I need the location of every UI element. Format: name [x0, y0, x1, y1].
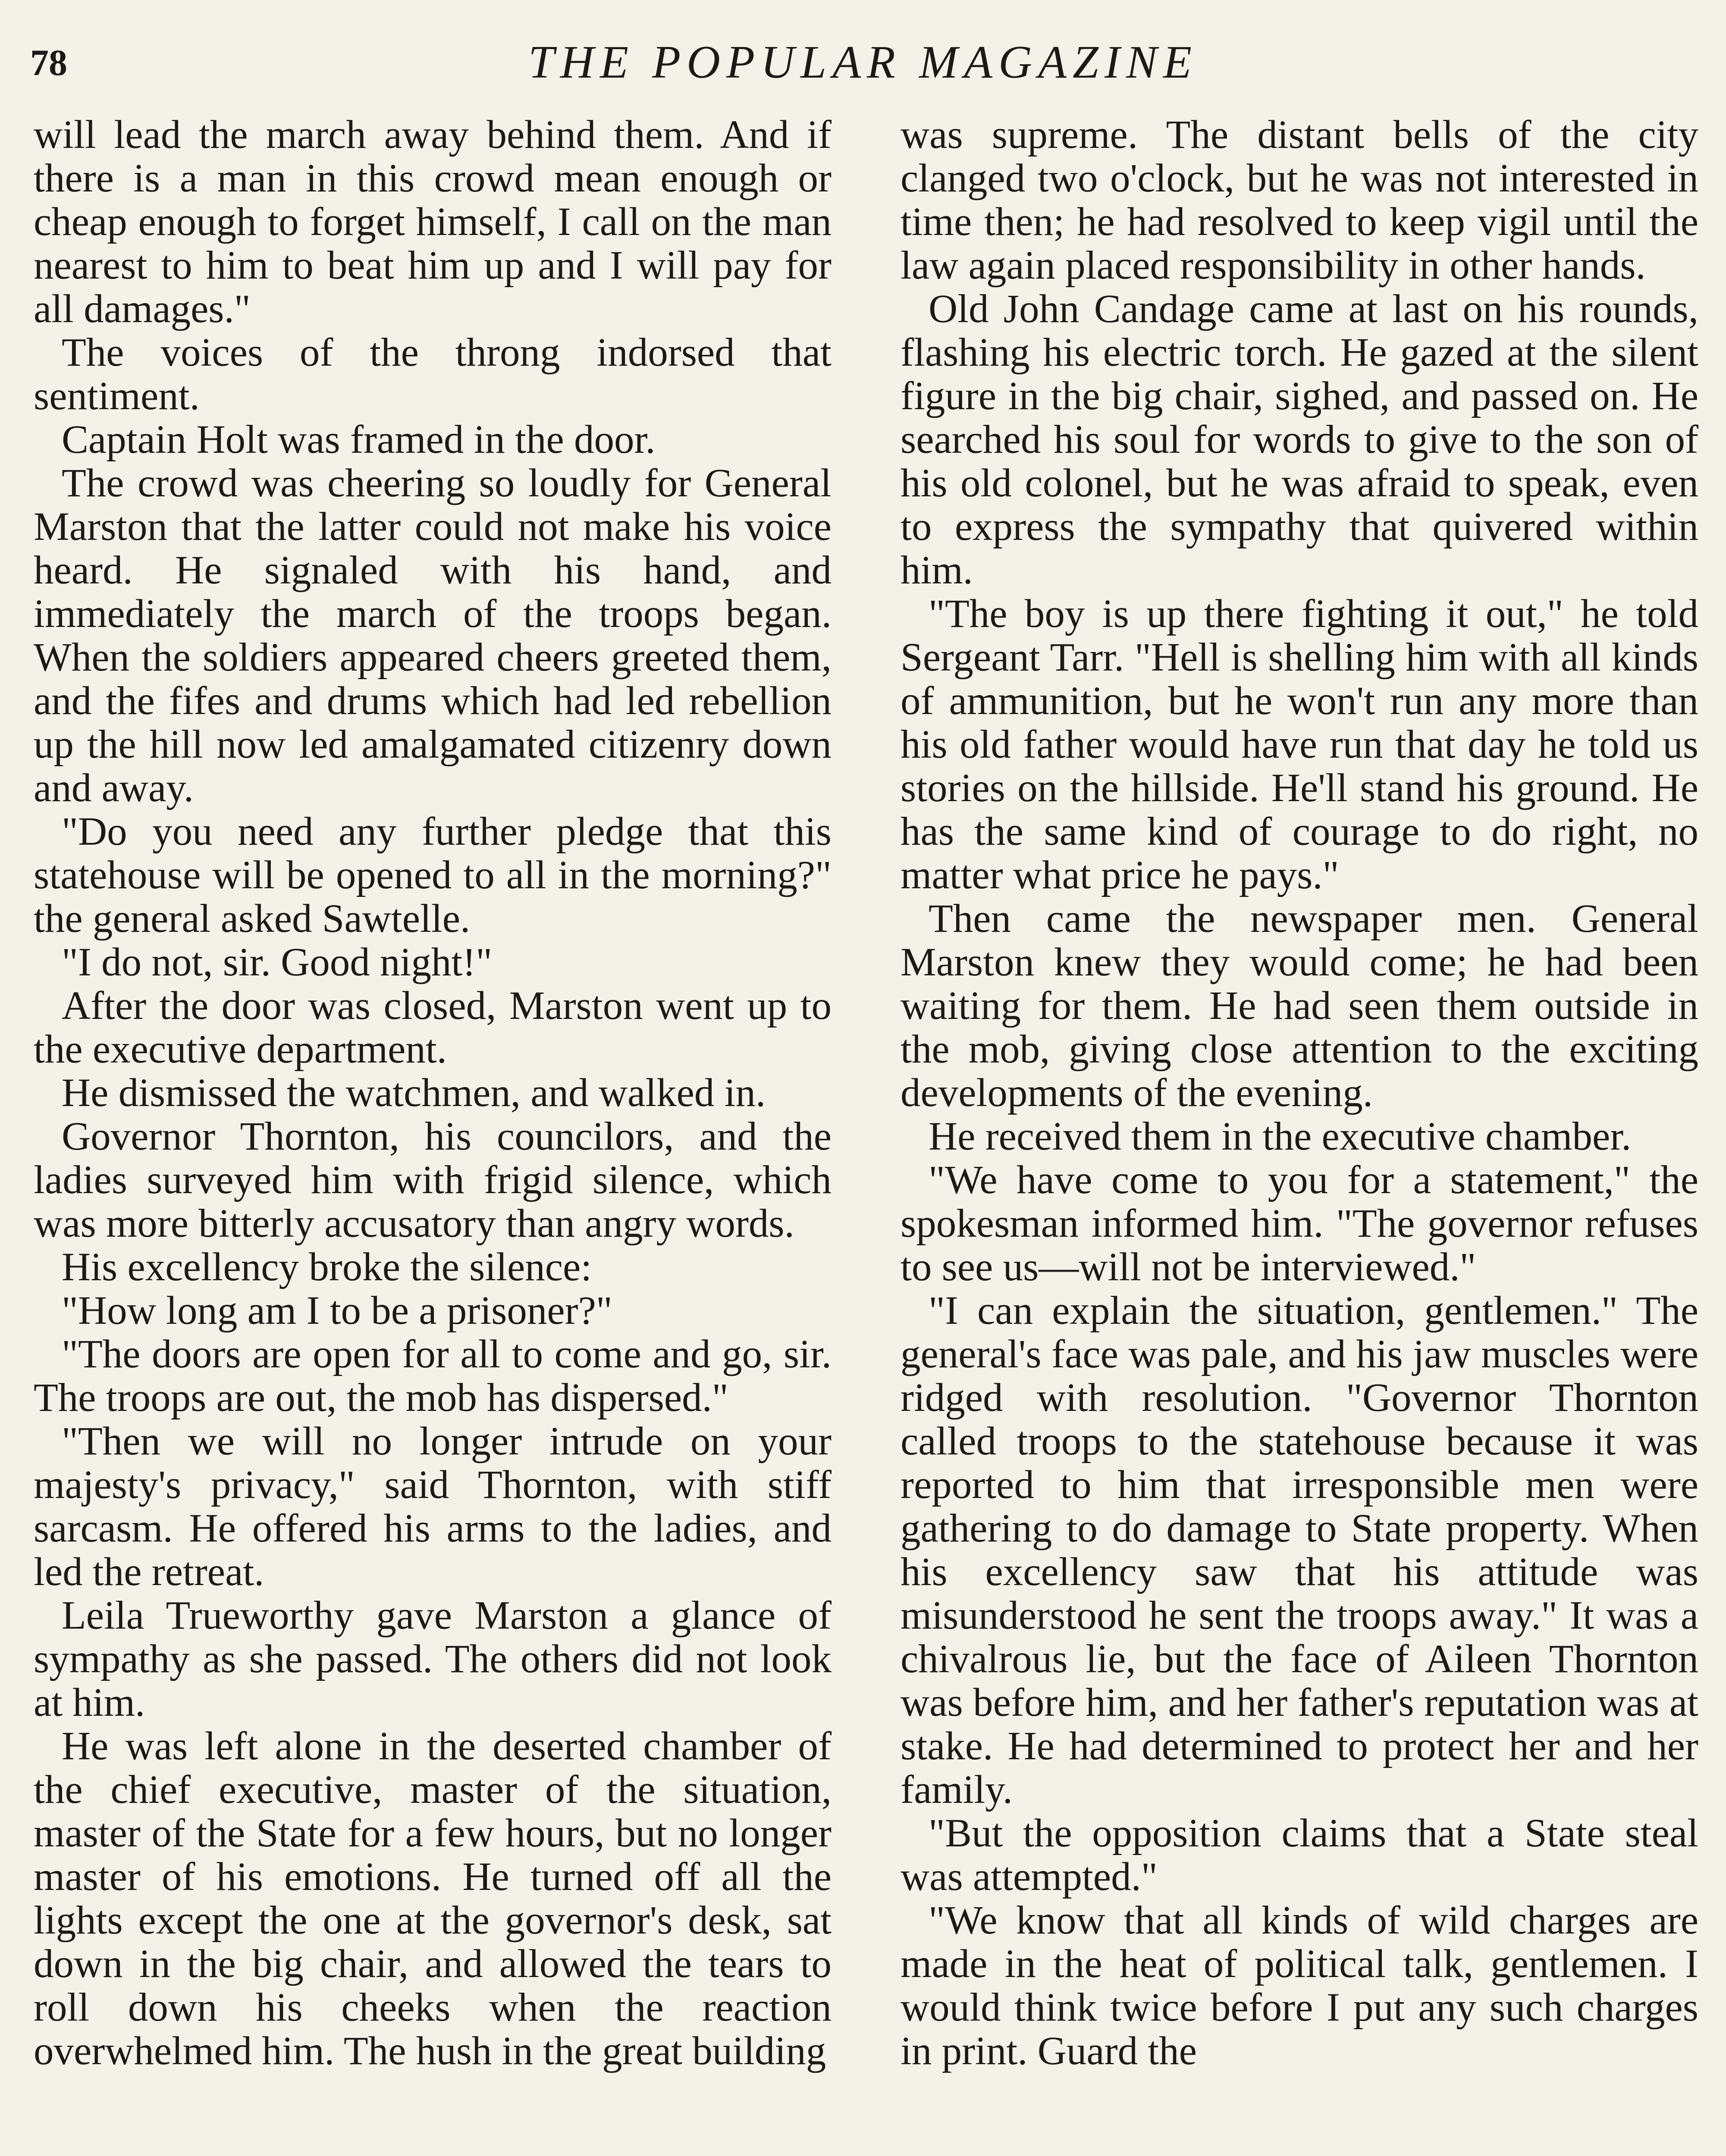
paragraph: "But the opposition claims that a State steal was attempted."	[901, 1811, 1698, 1899]
paragraph: "I can explain the situation, gentlemen." The general's face was pale, and his jaw muscles were ridged with resolution. "Governor Thornton called troops to the statehouse because it was reported to him that irresponsible men were gathering to do damage to State property. When his excellency saw that his attitude was misunderstood he sent the troops away." It was a chivalrous lie, but the face of Aileen Thornton was before him, and her father's reputation was at stake. He had determined to protect her and her family.	[901, 1288, 1698, 1812]
paragraph: "Then we will no longer intrude on your majesty's privacy," said Thornton, with stiff sarcasm. He offered his arms to the ladies, and led the retreat.	[34, 1419, 832, 1594]
paragraph: After the door was closed, Marston went up to the executive department.	[34, 984, 832, 1072]
paragraph: "We have come to you for a statement," the spokesman informed him. "The governor refuses to see us—will not be interviewed."	[901, 1158, 1698, 1289]
page-header	[30, 30, 1696, 95]
paragraph: The crowd was cheering so loudly for General Marston that the latter could not make his voice heard. He signaled with his hand, and immediately the march of the troops began. When the soldiers appeared cheers greeted them, and the fifes and drums which had led rebellion up the hill now led amalgamated citizenry down and away.	[34, 461, 832, 810]
paragraph: Governor Thornton, his councilors, and the ladies surveyed him with frigid silence, which was more bitterly accusatory than angry words.	[34, 1114, 832, 1246]
paragraph: "The doors are open for all to come and go, sir. The troops are out, the mob has dispersed."	[34, 1332, 832, 1420]
paragraph: "How long am I to be a prisoner?"	[62, 1288, 612, 1333]
page-number: 78	[30, 42, 67, 83]
paragraph: He was left alone in the deserted chamber of the chief executive, master of the situation, master of the State for a few hours, but no longer master of his emotions. He turned off all the lights except the one at the governor's desk, sat down in the big chair, and allowed the tears to roll down his cheeks when the reaction overwhelmed him. The hush in the great building	[34, 1724, 832, 2073]
paragraph: He dismissed the watchmen, and walked in.	[62, 1071, 766, 1115]
paragraph: He received them in the executive chamber.	[929, 1114, 1632, 1159]
paragraph: "I do not, sir. Good night!"	[62, 940, 493, 984]
paragraph: "We know that all kinds of wild charges are made in the heat of political talk, gentlemen. I would think twice before I put any such charges in print. Guard the	[901, 1898, 1698, 2073]
paragraph: Then came the newspaper men. General Marston knew they would come; he had been waiting for them. He had seen them outside in the mob, giving close attention to the exciting developments of the evening.	[901, 896, 1698, 1115]
paragraph: Old John Candage came at last on his rounds, flashing his electric torch. He gazed at the silent figure in the big chair, sighed, and passed on. He searched his soul for words to give to the son of his old colonel, but he was afraid to speak, even to express the sympathy that quivered within him.	[901, 287, 1698, 592]
paragraph: His excellency broke the silence:	[62, 1245, 592, 1289]
paragraph: will lead the march away behind them. And if there is a man in this crowd mean enough or cheap enough to forget himself, I call on the man nearest to him to beat him up and I will pay for all damages."	[34, 113, 832, 331]
paragraph: was supreme. The distant bells of the city clanged two o'clock, but he was not interested in time then; he had resolved to keep vigil until the law again placed responsibility in other hands.	[901, 113, 1698, 288]
running-head: THE POPULAR MAGAZINE	[528, 37, 1198, 88]
text-columns	[34, 113, 1698, 2156]
paragraph: "The boy is up there fighting it out," he told Sergeant Tarr. "Hell is shelling him with all kinds of ammunition, but he won't run any more than his old father would have run that day he told us stories on the hillside. He'll stand his ground. He has the same kind of courage to do right, no matter what price he pays."	[901, 592, 1698, 897]
paragraph: "Do you need any further pledge that this statehouse will be opened to all in the morning?" the general asked Sawtelle.	[34, 809, 832, 941]
left-column	[34, 113, 832, 2156]
paragraph: Leila Trueworthy gave Marston a glance of sympathy as she passed. The others did not look at him.	[34, 1593, 832, 1725]
right-column	[901, 113, 1698, 2156]
paragraph: The voices of the throng indorsed that sentiment.	[34, 330, 832, 418]
paragraph: Captain Holt was framed in the door.	[62, 417, 656, 462]
